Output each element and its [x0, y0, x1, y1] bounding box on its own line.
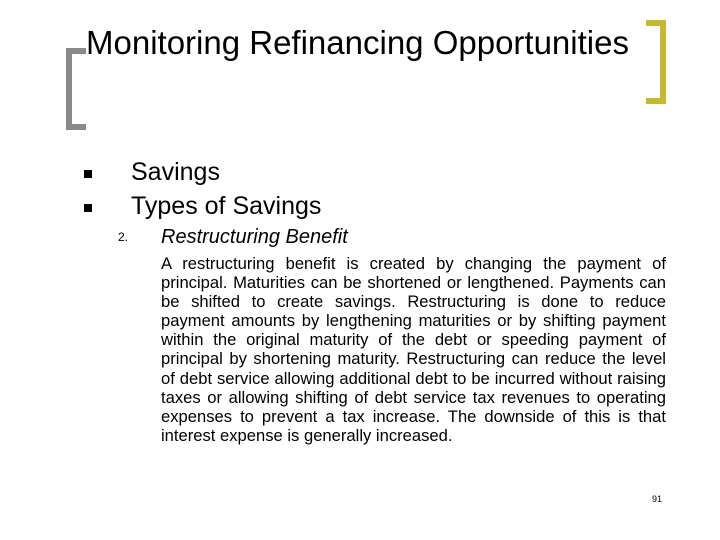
left-bracket-top: [66, 48, 86, 54]
bullet-text: Types of Savings: [131, 192, 322, 220]
page-number: 91: [652, 494, 663, 504]
right-bracket-top: [646, 20, 666, 26]
right-bracket-bottom: [646, 98, 666, 104]
left-bracket-bottom: [66, 124, 86, 130]
slide-title: Monitoring Refinancing Opportunities: [86, 24, 629, 61]
left-bracket-bar: [66, 48, 72, 130]
square-bullet-icon: [84, 204, 92, 212]
bullet-text: Savings: [131, 158, 220, 186]
sub-heading: Restructuring Benefit: [161, 226, 348, 248]
right-bracket-bar: [660, 20, 666, 104]
list-number: 2.: [118, 230, 129, 244]
body-paragraph: A restructuring benefit is created by changing the payment of principal. Maturities can be shortened or lengthened. Payments can be shifted to create savings. Restructuring is done to reduce payment amounts by lengthening maturities or by shifting payment within the original maturity of the debt or speeding payment of principal by shortening maturity. Restructuring can reduce the level of debt service allowing additional debt to be incurred without raising taxes or allowing shifting of debt service tax revenues to operating expenses to prevent a tax increase. The downside of this is that interest expense is generally increased.: [161, 254, 666, 445]
square-bullet-icon: [84, 170, 92, 178]
